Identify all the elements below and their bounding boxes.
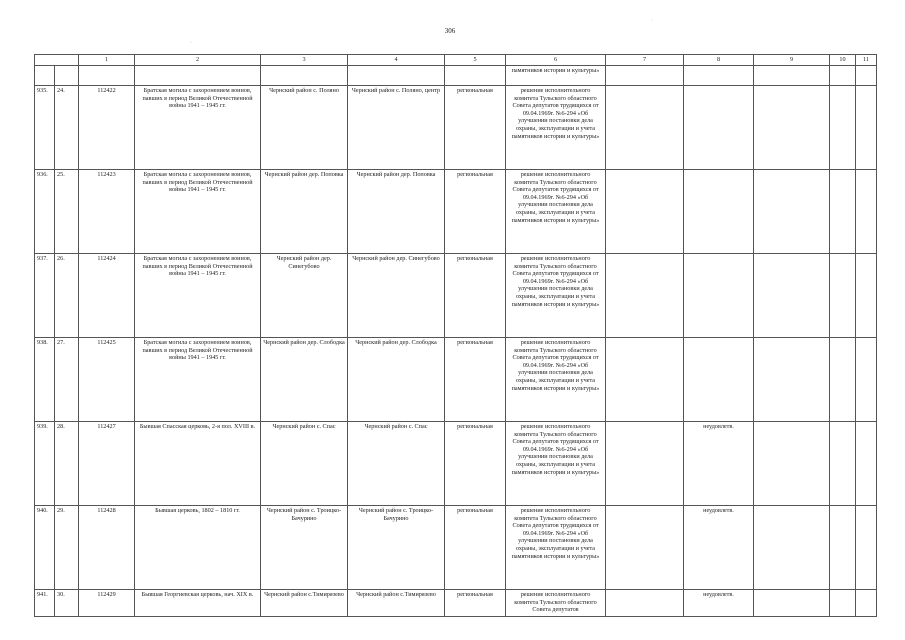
cell-empty	[606, 506, 684, 590]
cell-empty	[754, 506, 830, 590]
cell-empty	[754, 170, 830, 254]
cell-address: Чернский район с. Поляно, центр	[348, 86, 445, 170]
cell-category: региональная	[445, 590, 506, 617]
cell-empty	[606, 590, 684, 617]
column-header: 4	[348, 55, 445, 66]
cell-decision: памятников истории и культуры»	[506, 66, 606, 86]
cell-category: региональная	[445, 170, 506, 254]
column-header: 11	[856, 55, 877, 66]
cell-condition	[684, 338, 754, 422]
cell-object-name: Братская могила с захоронением воинов, павших в период Великой Отечественной войны 1941 – 1945 гг.	[135, 338, 261, 422]
column-header: 2	[135, 55, 261, 66]
cell-record-number: 939.	[35, 422, 55, 506]
cell-record-number: 936.	[35, 170, 55, 254]
table-row	[35, 422, 877, 506]
cell-condition	[684, 170, 754, 254]
cell-empty	[261, 66, 348, 86]
column-header: 9	[754, 55, 830, 66]
cell-empty	[856, 422, 877, 506]
cell-empty	[830, 170, 856, 254]
cell-empty	[830, 422, 856, 506]
continuation-row	[35, 66, 877, 86]
cell-location: Чернский район с. Спас	[261, 422, 348, 506]
cell-empty	[606, 66, 684, 86]
cell-object-name: Братская могила с захоронением воинов, павших в период Великой Отечественной войны 1941 – 1945 гг.	[135, 254, 261, 338]
cell-empty	[830, 590, 856, 617]
cell-empty	[856, 254, 877, 338]
cell-empty	[856, 506, 877, 590]
cell-condition: неудовлетв.	[684, 590, 754, 617]
column-header: 10	[830, 55, 856, 66]
table-row	[35, 254, 877, 338]
cell-address: Чернский район с. Троицко-Бачурино	[348, 506, 445, 590]
cell-address: Чернский район с.Тимирязево	[348, 590, 445, 617]
cell-address: Чернский район дер. Слободка	[348, 338, 445, 422]
cell-registry-code: 112428	[79, 506, 135, 590]
cell-decision: решение исполнительного комитета Тульского областного Совета депутатов трудящихся от 09.04.1969г. №6-294 «Об улучшении постановки дела охраны, эксплуатации и учета памятников истории и культуры»	[506, 422, 606, 506]
cell-object-name: Бывшая церковь, 1802 – 1810 гг.	[135, 506, 261, 590]
cell-record-number: 941.	[35, 590, 55, 617]
cell-empty	[754, 338, 830, 422]
cell-decision: решение исполнительного комитета Тульского областного Совета депутатов	[506, 590, 606, 617]
cell-object-name: Бывшая Спасская церковь, 2-я пол. XVIII в.	[135, 422, 261, 506]
cell-registry-code: 112425	[79, 338, 135, 422]
cell-category: региональная	[445, 338, 506, 422]
cell-empty	[856, 170, 877, 254]
column-header	[35, 55, 79, 66]
cell-empty	[606, 254, 684, 338]
cell-registry-code: 112424	[79, 254, 135, 338]
cell-decision: решение исполнительного комитета Тульского областного Совета депутатов трудящихся от 09.04.1969г. №6-294 «Об улучшении постановки дела охраны, эксплуатации и учета памятников истории и культуры»	[506, 338, 606, 422]
cell-empty	[445, 66, 506, 86]
table-row	[35, 590, 877, 617]
cell-record-number: 940.	[35, 506, 55, 590]
cell-empty	[830, 338, 856, 422]
cell-empty	[830, 506, 856, 590]
scan-speck: ·	[190, 40, 192, 46]
column-header: 7	[606, 55, 684, 66]
cell-empty	[754, 66, 830, 86]
cell-condition	[684, 86, 754, 170]
cell-condition: неудовлетв.	[684, 422, 754, 506]
table-body	[35, 55, 877, 617]
cell-empty	[754, 422, 830, 506]
cell-address: Чернский район дер. Синегубово	[348, 254, 445, 338]
cell-category: региональная	[445, 86, 506, 170]
cell-decision: решение исполнительного комитета Тульского областного Совета депутатов трудящихся от 09.04.1969г. №6-294 «Об улучшении постановки дела охраны, эксплуатации и учета памятников истории и культуры»	[506, 254, 606, 338]
cell-registry-code: 112429	[79, 590, 135, 617]
cell-empty	[754, 590, 830, 617]
cell-record-number: 937.	[35, 254, 55, 338]
cell-empty	[606, 170, 684, 254]
cell-sub-number: 25.	[55, 170, 79, 254]
cell-empty	[830, 66, 856, 86]
page-number: 306	[444, 27, 456, 35]
table-row	[35, 338, 877, 422]
cell-sub-number: 26.	[55, 254, 79, 338]
cell-object-name: Братская могила с захоронением воинов, павших в период Великой Отечественной войны 1941 – 1945 гг.	[135, 86, 261, 170]
cell-empty	[856, 590, 877, 617]
column-header: 6	[506, 55, 606, 66]
cell-decision: решение исполнительного комитета Тульского областного Совета депутатов трудящихся от 09.04.1969г. №6-294 «Об улучшении постановки дела охраны, эксплуатации и учета памятников истории и культуры»	[506, 506, 606, 590]
table-row	[35, 86, 877, 170]
cell-sub-number: 24.	[55, 86, 79, 170]
cell-empty	[348, 66, 445, 86]
cell-category: региональная	[445, 254, 506, 338]
cell-empty	[830, 254, 856, 338]
cell-empty	[754, 86, 830, 170]
cell-empty	[856, 338, 877, 422]
cell-category: региональная	[445, 422, 506, 506]
cell-empty	[856, 86, 877, 170]
column-header: 5	[445, 55, 506, 66]
column-header: 3	[261, 55, 348, 66]
cell-address: Чернский район дер. Поповка	[348, 170, 445, 254]
cell-address: Чернский район с. Спас	[348, 422, 445, 506]
cell-empty	[55, 66, 79, 86]
cell-empty	[830, 86, 856, 170]
cell-location: Чернский район с.Тимирязево	[261, 590, 348, 617]
column-header: 8	[684, 55, 754, 66]
cell-empty	[35, 66, 55, 86]
cell-sub-number: 28.	[55, 422, 79, 506]
cell-empty	[606, 86, 684, 170]
cell-registry-code: 112427	[79, 422, 135, 506]
column-header-row	[35, 55, 877, 66]
cell-location: Чернский район с. Поляно	[261, 86, 348, 170]
cell-condition: неудовлетв.	[684, 506, 754, 590]
cell-object-name: Братская могила с захоронением воинов, павших в период Великой Отечественной войны 1941 – 1945 гг.	[135, 170, 261, 254]
cell-category: региональная	[445, 506, 506, 590]
cell-condition	[684, 254, 754, 338]
cell-empty	[606, 422, 684, 506]
cell-location: Чернский район дер. Слободка	[261, 338, 348, 422]
scan-speck: ·	[651, 18, 653, 24]
cell-registry-code: 112423	[79, 170, 135, 254]
cell-empty	[754, 254, 830, 338]
table-row	[35, 506, 877, 590]
cell-sub-number: 29.	[55, 506, 79, 590]
cell-decision: решение исполнительного комитета Тульского областного Совета депутатов трудящихся от 09.04.1969г. №6-294 «Об улучшении постановки дела охраны, эксплуатации и учета памятников истории и культуры»	[506, 170, 606, 254]
cell-empty	[79, 66, 135, 86]
cell-empty	[856, 66, 877, 86]
cell-sub-number: 27.	[55, 338, 79, 422]
cell-location: Чернский район дер. Синегубово	[261, 254, 348, 338]
cell-object-name: Бывшая Георгиевская церковь, нач. XIX в.	[135, 590, 261, 617]
cell-sub-number: 30.	[55, 590, 79, 617]
cell-decision: решение исполнительного комитета Тульского областного Совета депутатов трудящихся от 09.04.1969г. №6-294 «Об улучшении постановки дела охраны, эксплуатации и учета памятников истории и культуры»	[506, 86, 606, 170]
cell-record-number: 935.	[35, 86, 55, 170]
cell-empty	[135, 66, 261, 86]
cell-location: Чернский район дер. Поповка	[261, 170, 348, 254]
column-header: 1	[79, 55, 135, 66]
heritage-registry-table	[34, 54, 877, 617]
table-row	[35, 170, 877, 254]
cell-empty	[606, 338, 684, 422]
cell-location: Чернский район с. Троицко-Бачурино	[261, 506, 348, 590]
cell-record-number: 938.	[35, 338, 55, 422]
cell-registry-code: 112422	[79, 86, 135, 170]
cell-empty	[684, 66, 754, 86]
